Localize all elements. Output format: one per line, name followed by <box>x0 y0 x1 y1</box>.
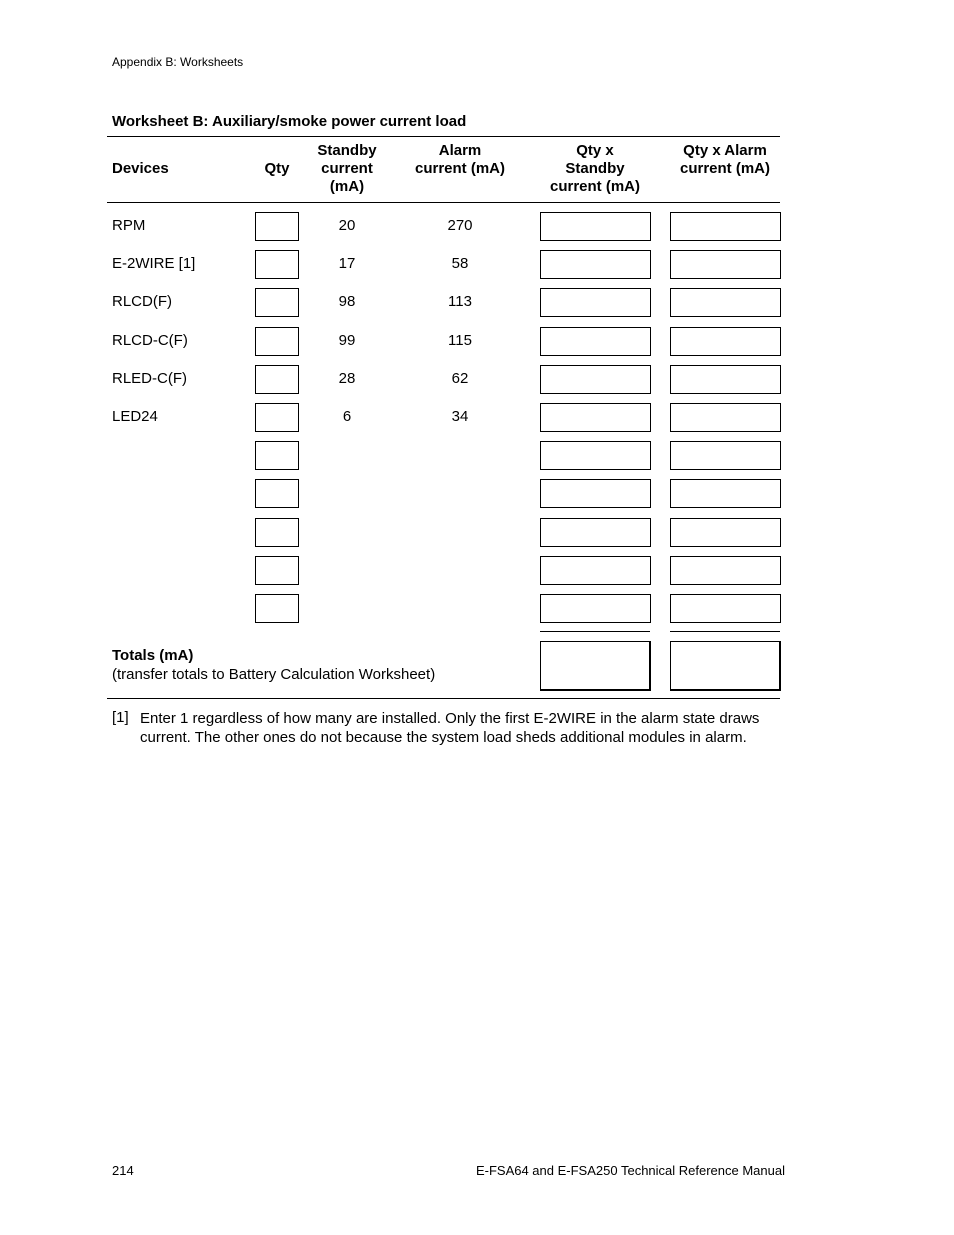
qty-x-standby-box[interactable] <box>540 594 651 623</box>
alarm-current-value: 34 <box>451 408 469 425</box>
qty-x-alarm-box[interactable] <box>670 518 781 547</box>
qty-x-alarm-box[interactable] <box>670 441 781 470</box>
qty-input-box[interactable] <box>255 594 299 623</box>
totals-note: (transfer totals to Battery Calculation Worksheet) <box>112 666 436 683</box>
qty-input-box[interactable] <box>255 403 299 432</box>
total-standby-box[interactable] <box>540 641 651 691</box>
device-name: RPM <box>112 217 146 234</box>
alarm-current-value: 115 <box>448 332 472 349</box>
header-alarm-current: Alarm current (mA) <box>414 142 505 177</box>
qty-input-box[interactable] <box>255 556 299 585</box>
qty-x-alarm-box[interactable] <box>670 365 781 394</box>
header-standby-current: Standby current (mA) <box>317 142 377 195</box>
totals-label: Totals (mA) <box>112 647 194 664</box>
device-name: RLCD(F) <box>112 293 172 310</box>
standby-current-value: 6 <box>342 408 352 425</box>
footnote-text: Enter 1 regardless of how many are installed. Only the first E-2WIRE in the alarm state draws current. The other ones do not because the system load sheds additional modules in alarm. <box>140 710 760 746</box>
header-qty-x-standby: Qty x Standby current (mA) <box>549 142 640 195</box>
qty-input-box[interactable] <box>255 518 299 547</box>
qty-x-standby-box[interactable] <box>540 556 651 585</box>
totals-rule-alarm <box>670 631 780 632</box>
qty-x-alarm-box[interactable] <box>670 594 781 623</box>
qty-x-standby-box[interactable] <box>540 250 651 279</box>
qty-input-box[interactable] <box>255 250 299 279</box>
device-name: RLED-C(F) <box>112 370 187 387</box>
manual-title: E-FSA64 and E-FSA250 Technical Reference Manual <box>475 1163 785 1178</box>
qty-x-alarm-box[interactable] <box>670 212 781 241</box>
table-top-rule <box>107 136 780 137</box>
qty-x-alarm-box[interactable] <box>670 479 781 508</box>
alarm-current-value: 58 <box>451 255 469 272</box>
page-number: 214 <box>112 1163 134 1178</box>
qty-x-standby-box[interactable] <box>540 212 651 241</box>
standby-current-value: 17 <box>338 255 356 272</box>
totals-rule-standby <box>540 631 650 632</box>
standby-current-value: 20 <box>338 217 356 234</box>
total-alarm-box[interactable] <box>670 641 781 691</box>
standby-current-value: 99 <box>338 332 356 349</box>
device-name: RLCD-C(F) <box>112 332 188 349</box>
qty-x-alarm-box[interactable] <box>670 327 781 356</box>
qty-x-alarm-box[interactable] <box>670 403 781 432</box>
qty-input-box[interactable] <box>255 441 299 470</box>
qty-x-standby-box[interactable] <box>540 441 651 470</box>
qty-x-standby-box[interactable] <box>540 365 651 394</box>
alarm-current-value: 270 <box>447 217 473 234</box>
qty-input-box[interactable] <box>255 327 299 356</box>
header-devices: Devices <box>112 160 169 177</box>
worksheet-title: Worksheet B: Auxiliary/smoke power current load <box>112 113 467 130</box>
qty-x-standby-box[interactable] <box>540 518 651 547</box>
qty-input-box[interactable] <box>255 212 299 241</box>
qty-x-standby-box[interactable] <box>540 327 651 356</box>
running-header: Appendix B: Worksheets <box>112 55 244 69</box>
table-bottom-rule <box>107 698 780 699</box>
qty-x-standby-box[interactable] <box>540 288 651 317</box>
qty-input-box[interactable] <box>255 479 299 508</box>
qty-x-alarm-box[interactable] <box>670 250 781 279</box>
alarm-current-value: 113 <box>448 293 472 310</box>
qty-x-standby-box[interactable] <box>540 479 651 508</box>
qty-x-alarm-box[interactable] <box>670 556 781 585</box>
standby-current-value: 98 <box>338 293 356 310</box>
qty-input-box[interactable] <box>255 288 299 317</box>
device-name: E-2WIRE [1] <box>112 255 196 272</box>
qty-input-box[interactable] <box>255 365 299 394</box>
device-name: LED24 <box>112 408 158 425</box>
standby-current-value: 28 <box>338 370 356 387</box>
header-qty: Qty <box>264 160 290 177</box>
qty-x-alarm-box[interactable] <box>670 288 781 317</box>
alarm-current-value: 62 <box>451 370 469 387</box>
header-bottom-rule <box>107 202 780 203</box>
footnote-mark: [1] <box>112 709 129 726</box>
qty-x-standby-box[interactable] <box>540 403 651 432</box>
header-qty-x-alarm: Qty x Alarm current (mA) <box>679 142 770 177</box>
